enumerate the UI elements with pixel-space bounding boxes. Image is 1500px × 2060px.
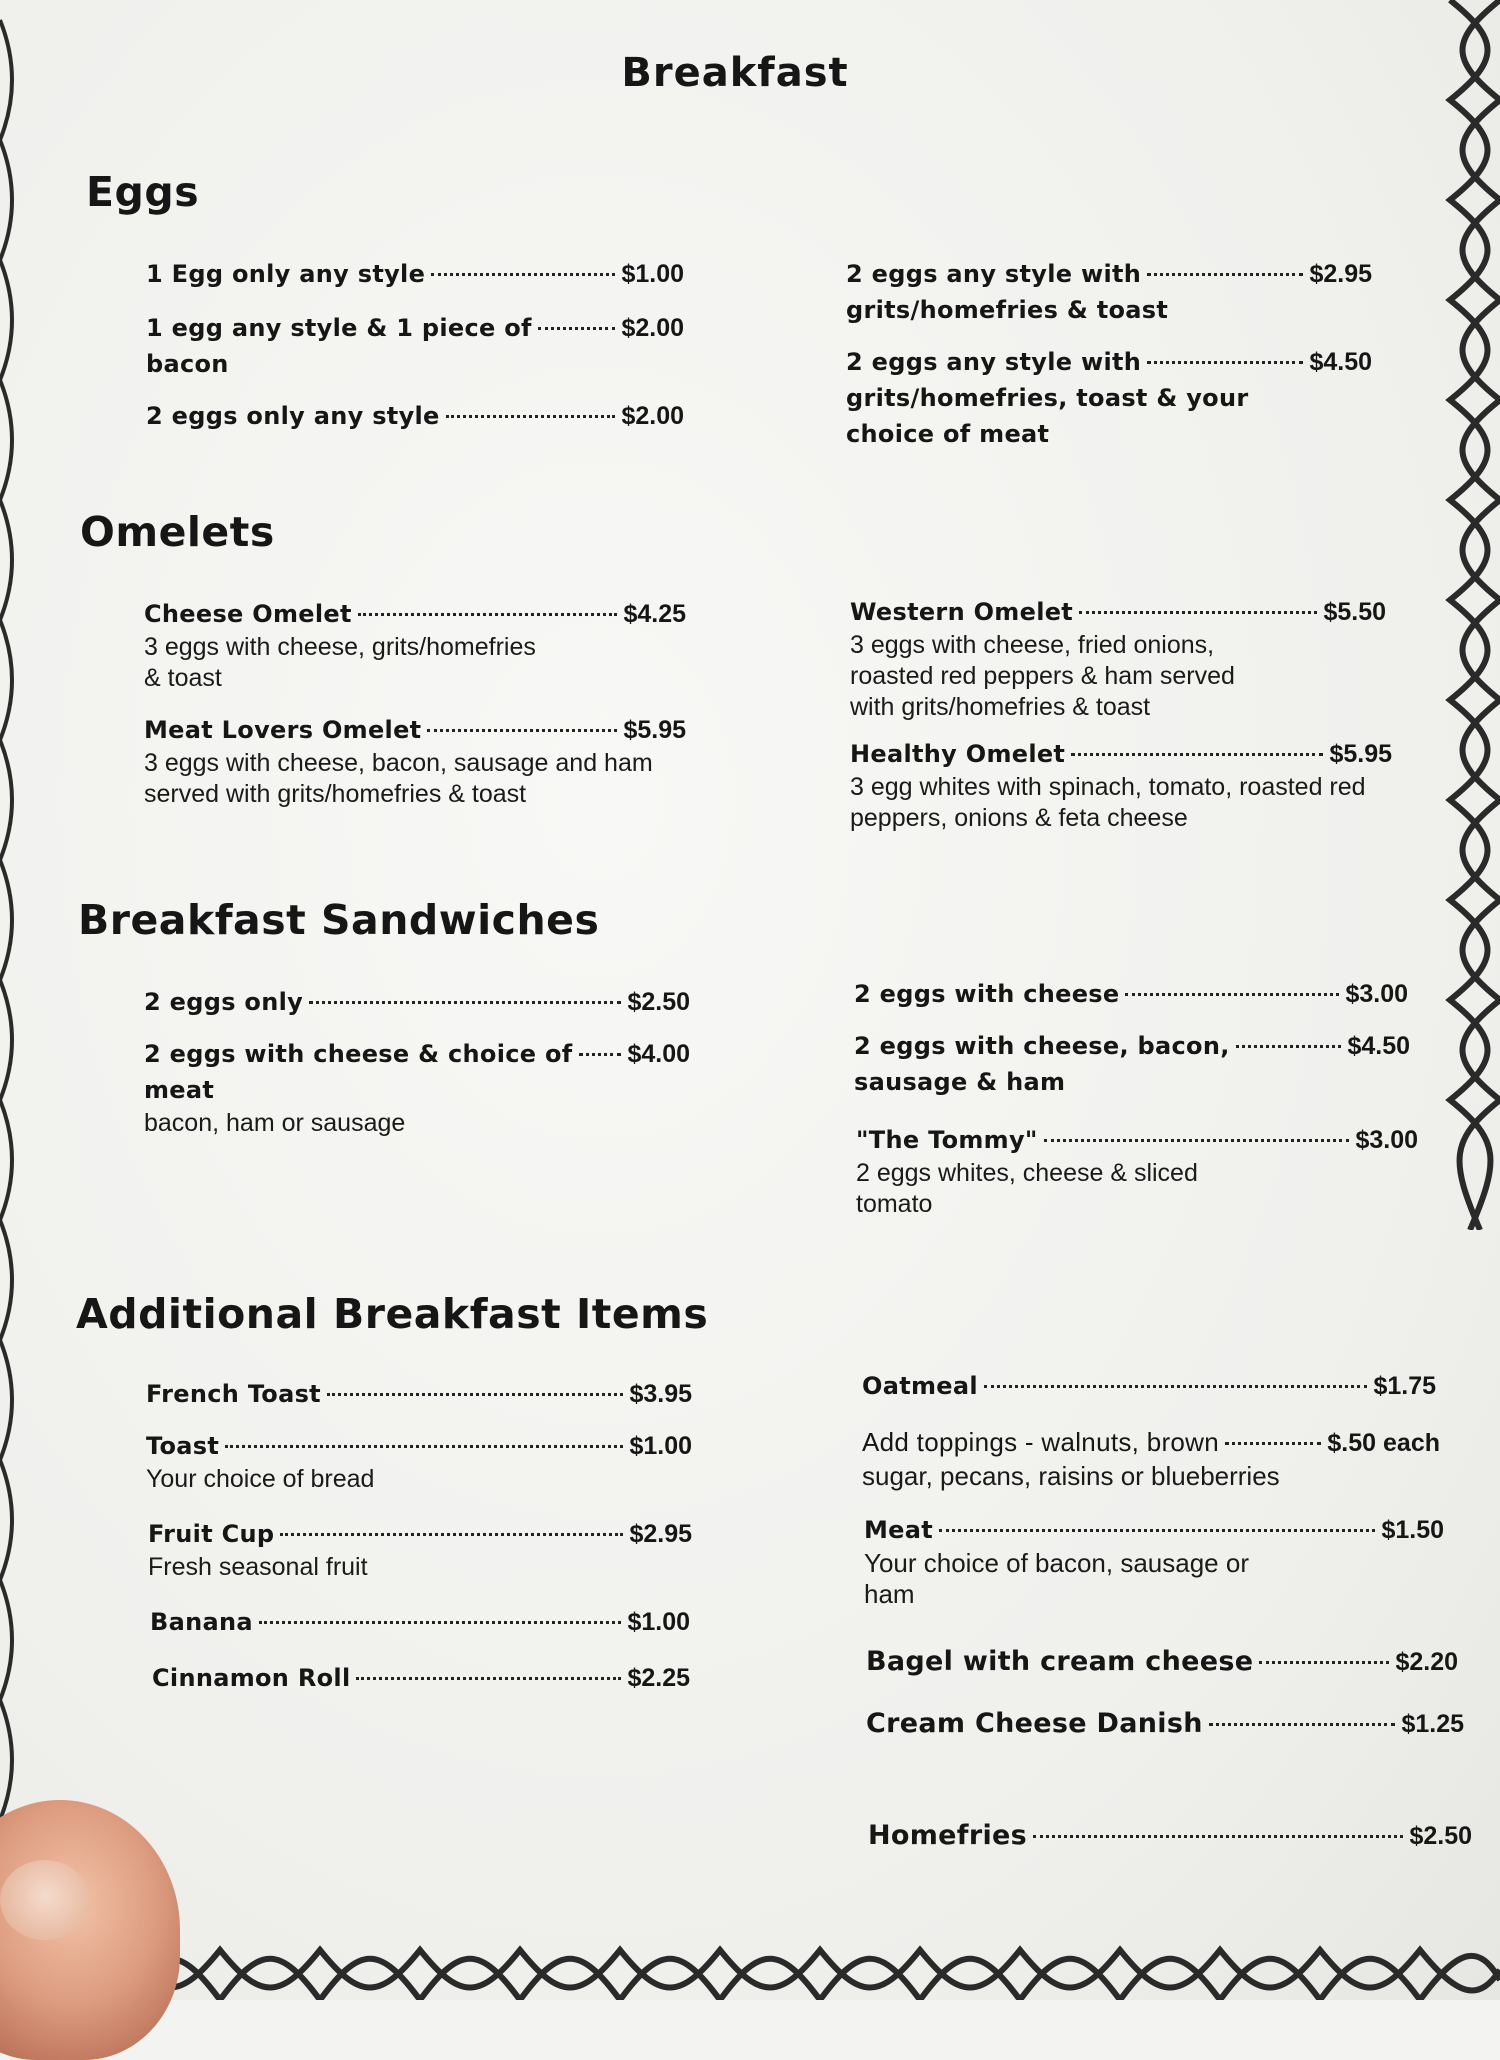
item-name: Banana [150, 1608, 253, 1636]
item-name: 2 eggs any style with [846, 348, 1142, 376]
item-name: Fruit Cup [148, 1520, 275, 1548]
item-name: Cheese Omelet [144, 600, 352, 628]
item-description: 3 eggs with cheese, grits/homefries [144, 633, 536, 661]
item-name: 1 Egg only any style [146, 260, 426, 288]
item-name: Toast [146, 1432, 220, 1460]
item-price: $3.00 [1355, 1126, 1418, 1154]
item-price: $3.95 [629, 1380, 692, 1408]
item-price: $2.95 [629, 1520, 692, 1548]
menu-item [856, 1122, 1418, 1220]
menu-item [144, 984, 690, 1020]
menu-item [846, 256, 1372, 328]
item-name: 2 eggs with cheese & choice of [144, 1040, 573, 1068]
item-name-continued: meat [144, 1076, 215, 1104]
menu-item [146, 1428, 692, 1495]
item-price: $1.25 [1401, 1710, 1464, 1738]
item-name: 2 eggs with cheese, bacon, [854, 1032, 1230, 1060]
menu-item [850, 594, 1386, 723]
item-name: Add toppings - walnuts, brown [862, 1427, 1220, 1457]
item-price: $4.00 [627, 1040, 690, 1068]
section-title-additional-breakfast-items: Additional Breakfast Items [76, 1290, 709, 1338]
menu-item [862, 1424, 1440, 1492]
item-price: $4.25 [623, 600, 686, 628]
item-price: $2.00 [621, 402, 684, 430]
menu-item [868, 1818, 1472, 1854]
item-description: Your choice of bread [146, 1465, 375, 1493]
menu-item [854, 976, 1408, 1012]
menu-title: Breakfast [621, 50, 849, 96]
item-name-continued: grits/homefries & toast [846, 296, 1169, 324]
item-name-continued: bacon [146, 350, 229, 378]
item-name: Healthy Omelet [850, 740, 1066, 768]
menu-item [846, 344, 1372, 452]
menu-item [850, 736, 1392, 834]
item-price: $2.95 [1309, 260, 1372, 288]
item-price: $4.50 [1347, 1032, 1410, 1060]
item-name: Western Omelet [850, 598, 1074, 626]
menu-item [864, 1512, 1444, 1610]
item-name: 2 eggs only any style [146, 402, 440, 430]
item-name-continued: choice of meat [846, 420, 1050, 448]
item-description: roasted red peppers & ham served [850, 662, 1235, 690]
item-name: 2 eggs with cheese [854, 980, 1120, 1008]
section-title-breakfast-sandwiches: Breakfast Sandwiches [78, 896, 600, 944]
item-name: Homefries [868, 1820, 1027, 1851]
item-name: Cinnamon Roll [152, 1664, 351, 1692]
item-description: Your choice of bacon, sausage or [864, 1548, 1249, 1578]
item-price: $5.95 [1329, 740, 1392, 768]
item-name-continued: sugar, pecans, raisins or blueberries [862, 1461, 1280, 1491]
item-description: tomato [856, 1190, 933, 1218]
item-price: $1.00 [629, 1432, 692, 1460]
item-price: $2.20 [1395, 1648, 1458, 1676]
item-description: 3 egg whites with spinach, tomato, roasted red [850, 773, 1366, 801]
menu-item [862, 1368, 1436, 1404]
menu-item [866, 1706, 1464, 1742]
item-description: served with grits/homefries & toast [144, 780, 527, 808]
menu-item [152, 1660, 690, 1696]
item-name: 1 egg any style & 1 piece of [146, 314, 532, 342]
item-name: French Toast [146, 1380, 321, 1408]
section-title-omelets: Omelets [80, 508, 275, 556]
item-description: & toast [144, 664, 222, 692]
item-description: with grits/homefries & toast [850, 693, 1151, 721]
item-name-continued: grits/homefries, toast & your [846, 384, 1249, 412]
item-price: $4.50 [1309, 348, 1372, 376]
item-price: $1.50 [1381, 1516, 1444, 1544]
item-description: ham [864, 1579, 915, 1609]
thumb-nail [0, 1860, 90, 1940]
item-price: $2.50 [627, 988, 690, 1016]
menu-item [144, 712, 686, 810]
menu-item [150, 1604, 690, 1640]
item-name: "The Tommy" [856, 1126, 1038, 1154]
item-description: 3 eggs with cheese, bacon, sausage and ham [144, 749, 653, 777]
menu-item [146, 398, 684, 434]
item-price: $5.95 [623, 716, 686, 744]
item-name: 2 eggs only [144, 988, 304, 1016]
menu-item [144, 596, 686, 694]
item-name: 2 eggs any style with [846, 260, 1142, 288]
item-price: $3.00 [1345, 980, 1408, 1008]
item-name: Bagel with cream cheese [866, 1646, 1254, 1677]
item-price: $.50 each [1327, 1429, 1440, 1457]
item-description: 2 eggs whites, cheese & sliced [856, 1159, 1198, 1187]
item-name-continued: sausage & ham [854, 1068, 1066, 1096]
menu-item [146, 256, 684, 292]
celtic-knot-border-left [0, 0, 16, 1880]
item-description: Fresh seasonal fruit [148, 1553, 368, 1581]
item-name: Oatmeal [862, 1372, 978, 1400]
celtic-knot-border-bottom [120, 1940, 1500, 2000]
menu-item [866, 1644, 1458, 1680]
item-description: bacon, ham or sausage [144, 1109, 406, 1137]
item-description: 3 eggs with cheese, fried onions, [850, 631, 1215, 659]
menu-item [146, 310, 684, 382]
section-title-eggs: Eggs [86, 168, 200, 216]
item-name: Meat Lovers Omelet [144, 716, 422, 744]
item-price: $1.75 [1373, 1372, 1436, 1400]
menu-item [148, 1516, 692, 1583]
celtic-knot-border-right [1440, 0, 1500, 1230]
item-name: Cream Cheese Danish [866, 1708, 1203, 1739]
item-price: $1.00 [627, 1608, 690, 1636]
item-price: $2.25 [627, 1664, 690, 1692]
menu-item [854, 1028, 1410, 1100]
item-price: $5.50 [1323, 598, 1386, 626]
menu-item [144, 1036, 690, 1139]
item-price: $2.00 [621, 314, 684, 342]
item-description: peppers, onions & feta cheese [850, 804, 1188, 832]
item-price: $1.00 [621, 260, 684, 288]
menu-item [146, 1376, 692, 1412]
item-name: Meat [864, 1516, 934, 1544]
item-price: $2.50 [1409, 1822, 1472, 1850]
